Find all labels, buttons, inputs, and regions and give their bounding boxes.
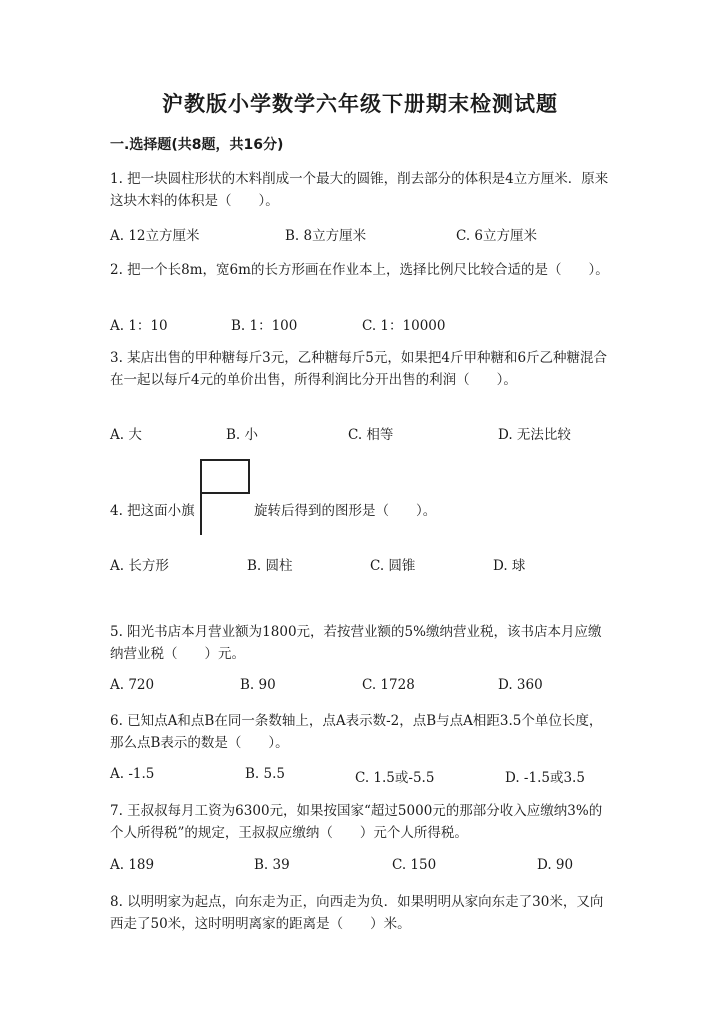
q2-option-a: A. 1：10	[110, 318, 168, 334]
q2-option-b: B. 1：100	[231, 318, 298, 334]
q5-option-b: B. 90	[240, 677, 276, 693]
q4-option-d: D. 球	[493, 558, 526, 574]
question-4-end: 旋转后得到的图形是（ ）。	[254, 503, 437, 519]
q7-option-d: D. 90	[537, 857, 574, 873]
question-6: 6. 已知点A和点B在同一条数轴上，点A表示数-2，点B与点A相距3.5个单位长度，那么点B表示的数是（ ）。	[110, 713, 603, 751]
question-1: 1. 把一块圆柱形状的木料削成一个最大的圆锥，削去部分的体积是4立方厘米．原来这块木料的体积是（ ）。	[110, 171, 609, 209]
q3-option-d: D. 无法比较	[498, 427, 571, 443]
page-title: 沪教版小学数学六年级下册期末检测试题	[162, 92, 558, 116]
question-2: 2. 把一个长8m，宽6m的长方形画在作业本上，选择比例尺比较合适的是（ ）。	[110, 262, 609, 278]
question-7: 7. 王叔叔每月工资为6300元，如果按国家“超过5000元的那部分收入应缴纳3%的个人所得税”的规定，王叔叔应缴纳（ ）元个人所得税。	[110, 803, 603, 841]
question-5: 5. 阳光书店本月营业额为1800元，若按营业额的5%缴纳营业税，该书店本月应缴纳营业税（ ）元。	[110, 624, 602, 662]
q5-option-a: A. 720	[110, 677, 155, 693]
q6-option-c: C. 1.5或-5.5	[355, 770, 435, 786]
q1-option-c: C. 6立方厘米	[456, 228, 538, 244]
flag-figure	[199, 459, 251, 535]
question-4-start: 4. 把这面小旗	[110, 503, 195, 519]
question-3: 3. 某店出售的甲种糖每斤3元，乙种糖每斤5元，如果把4斤甲种糖和6斤乙种糖混合在一起以每斤4元的单价出售，所得利润比分开出售的利润（ ）。	[110, 350, 608, 388]
q7-option-a: A. 189	[110, 857, 155, 873]
q5-option-d: D. 360	[498, 677, 543, 693]
question-8: 8. 以明明家为起点，向东走为正，向西走为负．如果明明从家向东走了30米，又向西走了50米，这时明明离家的距离是（ ）米。	[110, 894, 604, 932]
q5-option-c: C. 1728	[362, 677, 415, 693]
q1-option-a: A. 12立方厘米	[110, 228, 200, 244]
q6-option-a: A. -1.5	[110, 766, 155, 782]
q4-option-b: B. 圆柱	[247, 558, 293, 574]
section-heading: 一.选择题(共8题，共16分)	[110, 137, 284, 153]
q7-option-b: B. 39	[254, 857, 290, 873]
q7-option-c: C. 150	[392, 857, 437, 873]
q3-option-b: B. 小	[226, 427, 259, 443]
q6-option-b: B. 5.5	[245, 766, 285, 782]
q4-option-a: A. 长方形	[110, 558, 169, 574]
q1-option-b: B. 8立方厘米	[285, 228, 367, 244]
q2-option-c: C. 1：10000	[362, 318, 446, 334]
q3-option-c: C. 相等	[348, 427, 394, 443]
q3-option-a: A. 大	[110, 427, 142, 443]
q6-option-d: D. -1.5或3.5	[505, 770, 585, 786]
q4-option-c: C. 圆锥	[370, 558, 416, 574]
